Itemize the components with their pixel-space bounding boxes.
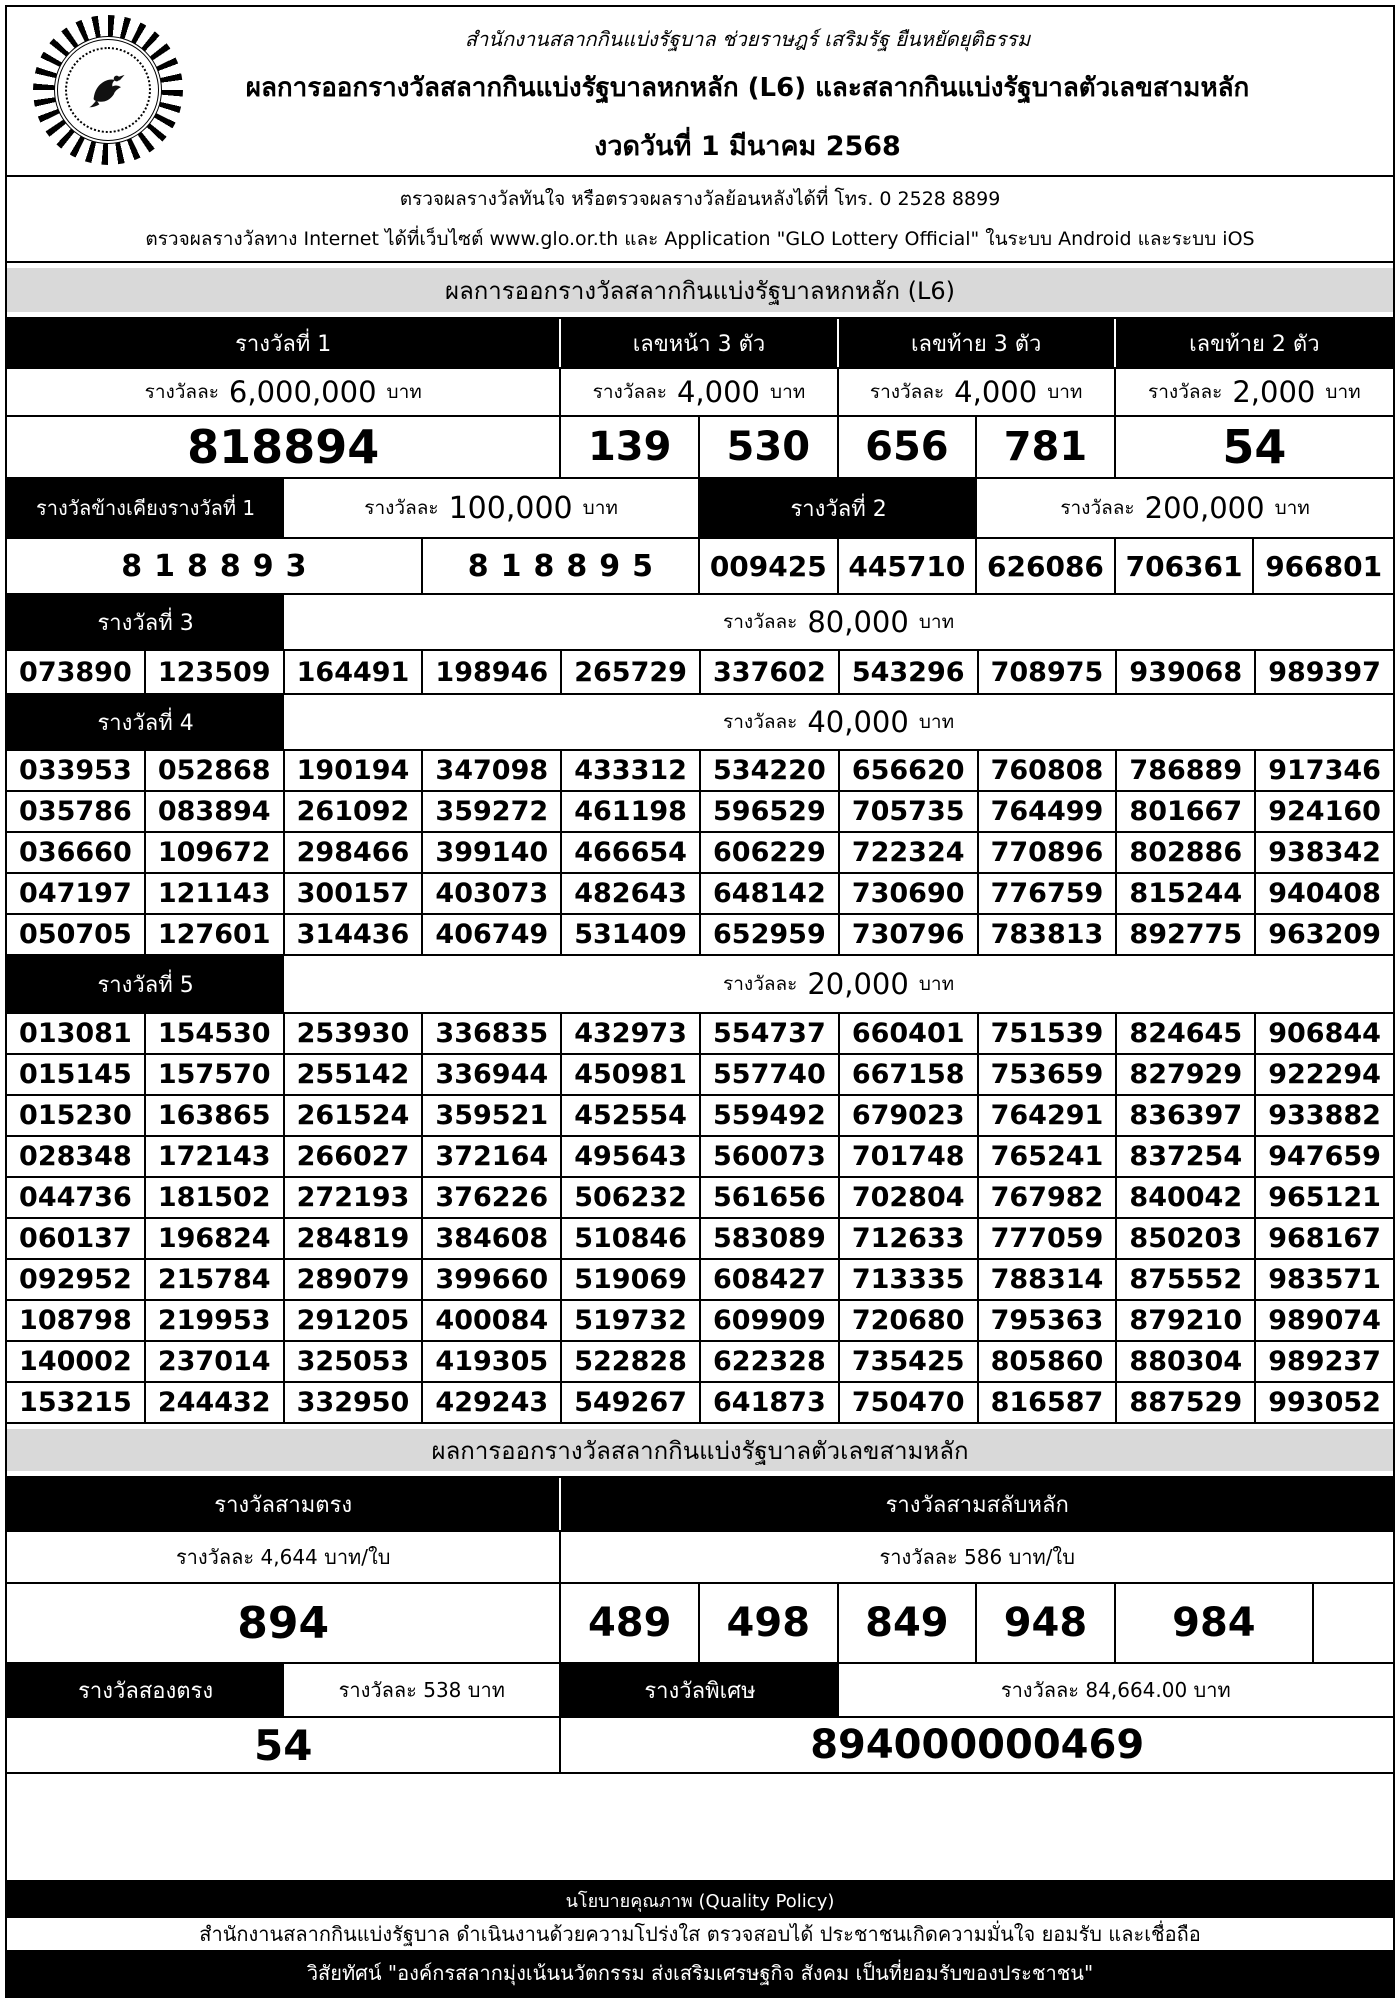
l6-section-banner: ผลการออกรางวัลสลากกินแบ่งรัฐบาลหกหลัก (L6) — [7, 263, 1393, 319]
front3-label: เลขหน้า 3 ตัว — [561, 319, 838, 367]
fifth-prize-amount: รางวัลละ 20,000 บาท — [723, 967, 955, 1001]
prize-number: 461198 — [562, 792, 701, 831]
prize-number: 153215 — [7, 1383, 146, 1422]
prize-number: 750470 — [840, 1383, 979, 1422]
prize-number: 706361 — [1116, 539, 1255, 593]
prize-number: 531409 — [562, 915, 701, 954]
prize-number: 802886 — [1117, 833, 1256, 872]
prize-number: 036660 — [7, 833, 146, 872]
prize-number: 549267 — [562, 1383, 701, 1422]
prize-number: 765241 — [979, 1137, 1118, 1176]
prize-number: 622328 — [701, 1342, 840, 1381]
prize-number: 963209 — [1268, 919, 1381, 950]
prize-number: 482643 — [562, 874, 701, 913]
straight3-amount: รางวัลละ 4,644 บาท/ใบ — [7, 1532, 561, 1582]
prize-number: 196824 — [146, 1219, 285, 1258]
prize-number: 989237 — [1268, 1346, 1381, 1377]
second-prize-amount: รางวัลละ 200,000 บาท — [1060, 491, 1310, 525]
prize-number: 751539 — [979, 1014, 1118, 1053]
front3-number-1: 139 — [561, 417, 700, 477]
prize-number: 060137 — [7, 1219, 146, 1258]
prize-number: 083894 — [146, 792, 285, 831]
prize-number: 917346 — [1268, 755, 1381, 786]
prize-number: 406749 — [423, 915, 562, 954]
prize-number: 289079 — [285, 1260, 424, 1299]
prize-number-row — [7, 1219, 1393, 1260]
prize-number: 109672 — [146, 833, 285, 872]
last2-label: เลขท้าย 2 ตัว — [1116, 319, 1393, 367]
prize-number: 626086 — [977, 539, 1116, 593]
prize1-number-row — [7, 417, 1393, 479]
prize-number: 522828 — [562, 1342, 701, 1381]
prize-number: 720680 — [840, 1301, 979, 1340]
prize-number: 033953 — [7, 751, 146, 790]
prize-number: 337602 — [701, 651, 840, 693]
prize-number: 013081 — [7, 1014, 146, 1053]
prize-number: 372164 — [423, 1137, 562, 1176]
prize5-header-row — [7, 956, 1393, 1014]
prize-number: 735425 — [840, 1342, 979, 1381]
prize-number: 702804 — [840, 1178, 979, 1217]
prize-number: 336944 — [423, 1055, 562, 1094]
prize-number: 701748 — [840, 1137, 979, 1176]
prize-number-row — [7, 1096, 1393, 1137]
prize-number: 713335 — [840, 1260, 979, 1299]
document-title: ผลการออกรางวัลสลากกินแบ่งรัฐบาลหกหลัก (L6) และสลากกินแบ่งรัฐบาลตัวเลขสามหลัก — [245, 73, 1250, 103]
prize-number: 215784 — [146, 1260, 285, 1299]
header-text-block — [222, 7, 1273, 175]
permuted3-number: 498 — [700, 1584, 839, 1662]
prize-number: 783813 — [979, 915, 1118, 954]
prize-number: 376226 — [423, 1178, 562, 1217]
prize1-header-row — [7, 319, 1393, 369]
prize-number: 875552 — [1117, 1260, 1256, 1299]
permuted3-number: 849 — [839, 1584, 978, 1662]
prize-number: 121143 — [146, 874, 285, 913]
prize-number: 561656 — [701, 1178, 840, 1217]
prize-number: 253930 — [285, 1014, 424, 1053]
prize-number: 730796 — [840, 915, 979, 954]
prize-number: 163865 — [146, 1096, 285, 1135]
front3-number-2: 530 — [700, 417, 839, 477]
prize-number: 922294 — [1268, 1059, 1381, 1090]
prize-number: 450981 — [562, 1055, 701, 1094]
prize-number: 938342 — [1268, 837, 1381, 868]
prize-number: 325053 — [285, 1342, 424, 1381]
prize-number: 400084 — [423, 1301, 562, 1340]
prize-number: 445710 — [839, 539, 978, 593]
adjacent-number-2: 818895 — [423, 539, 700, 593]
prize-number: 795363 — [979, 1301, 1118, 1340]
prize-number: 336835 — [423, 1014, 562, 1053]
prize-number: 140002 — [7, 1342, 146, 1381]
prize1-amount-row — [7, 369, 1393, 417]
prize-number: 827929 — [1117, 1055, 1256, 1094]
empty-cell — [1314, 1584, 1393, 1662]
prize-number: 596529 — [701, 792, 840, 831]
prize-number: 993052 — [1268, 1387, 1381, 1418]
prize-number: 730690 — [840, 874, 979, 913]
prize-number: 347098 — [423, 751, 562, 790]
permuted3-number: 948 — [977, 1584, 1116, 1662]
prize-number-row — [7, 1014, 1393, 1055]
straight2-number: 54 — [7, 1718, 561, 1772]
prize-number: 608427 — [701, 1260, 840, 1299]
prize-number: 816587 — [979, 1383, 1118, 1422]
prize-number: 801667 — [1117, 792, 1256, 831]
prize-number: 777059 — [979, 1219, 1118, 1258]
prize-number: 052868 — [146, 751, 285, 790]
prize-number: 940408 — [1268, 878, 1381, 909]
last3-amount: รางวัลละ 4,000 บาท — [839, 369, 1116, 415]
prize-number-row — [7, 792, 1393, 833]
prize-number: 237014 — [146, 1342, 285, 1381]
prize-number: 466654 — [562, 833, 701, 872]
prize-number-row — [7, 1342, 1393, 1383]
vision-statement-bar: วิสัยทัศน์ "องค์กรสลากมุ่งเน้นนวัตกรรม ส่งเสริมเศรษฐกิจ สังคม เป็นที่ยอมรับของประชาชน" — [7, 1950, 1393, 1996]
prize-number: 760808 — [979, 751, 1118, 790]
prize-number: 432973 — [562, 1014, 701, 1053]
prize-number: 108798 — [7, 1301, 146, 1340]
prize-number: 652959 — [701, 915, 840, 954]
seal-ring — [54, 36, 162, 144]
prize-number: 272193 — [285, 1178, 424, 1217]
prize-number: 028348 — [7, 1137, 146, 1176]
prize-number: 009425 — [700, 539, 839, 593]
info-phone-line: ตรวจผลรางวัลทันใจ หรือตรวจผลรางวัลย้อนหลังได้ที่ โทร. 0 2528 8899 — [399, 188, 1001, 210]
prize-number: 583089 — [701, 1219, 840, 1258]
prize-number: 679023 — [840, 1096, 979, 1135]
prize-number: 722324 — [840, 833, 979, 872]
prize-number: 399140 — [423, 833, 562, 872]
prize-number: 968167 — [1268, 1223, 1381, 1254]
prize-number: 836397 — [1117, 1096, 1256, 1135]
prize-number: 850203 — [1117, 1219, 1256, 1258]
prize-number: 557740 — [701, 1055, 840, 1094]
prize-number: 429243 — [423, 1383, 562, 1422]
prize-number: 764291 — [979, 1096, 1118, 1135]
prize-number: 255142 — [285, 1055, 424, 1094]
straight3-label: รางวัลสามตรง — [7, 1478, 561, 1530]
prize-number: 906844 — [1268, 1018, 1381, 1049]
prize-number: 983571 — [1268, 1264, 1381, 1295]
prize-number: 879210 — [1117, 1301, 1256, 1340]
prize-number: 609909 — [701, 1301, 840, 1340]
prize3-number-row — [7, 651, 1393, 695]
prize-number: 284819 — [285, 1219, 424, 1258]
prize-number: 989074 — [1268, 1305, 1381, 1336]
lottery-result-sheet — [5, 5, 1395, 1998]
prize-number: 776759 — [979, 874, 1118, 913]
prize-number: 035786 — [7, 792, 146, 831]
permuted3-label: รางวัลสามสลับหลัก — [561, 1478, 1393, 1530]
prize-number: 261092 — [285, 792, 424, 831]
prize-number: 880304 — [1117, 1342, 1256, 1381]
first-prize-label: รางวัลที่ 1 — [7, 319, 561, 367]
special-prize-label: รางวัลพิเศษ — [561, 1664, 838, 1716]
prize-number: 933882 — [1268, 1100, 1381, 1131]
prize-number-row — [7, 1260, 1393, 1301]
prize-number: 554737 — [701, 1014, 840, 1053]
prize-number: 198946 — [423, 651, 562, 693]
prize-number: 123509 — [146, 651, 285, 693]
prize-number: 506232 — [562, 1178, 701, 1217]
prize-number-row — [7, 833, 1393, 874]
prize-number: 403073 — [423, 874, 562, 913]
prize-number: 154530 — [146, 1014, 285, 1053]
fourth-prize-amount: รางวัลละ 40,000 บาท — [723, 705, 955, 739]
check-results-info — [7, 175, 1393, 263]
prize5-number-grid — [7, 1014, 1393, 1424]
three-digit-number-row — [7, 1584, 1393, 1664]
prize-number: 837254 — [1117, 1137, 1256, 1176]
adjacent-second-header-row — [7, 479, 1393, 539]
last2-number: 54 — [1222, 420, 1287, 474]
prize-number: 966801 — [1265, 549, 1383, 583]
prize-number: 840042 — [1117, 1178, 1256, 1217]
prize-number: 359272 — [423, 792, 562, 831]
prize-number: 648142 — [701, 874, 840, 913]
prize-number: 560073 — [701, 1137, 840, 1176]
prize-number: 510846 — [562, 1219, 701, 1258]
empty-notes-box — [7, 1774, 1393, 1882]
two-digit-special-number-row — [7, 1718, 1393, 1774]
prize-number: 519732 — [562, 1301, 701, 1340]
prize-number: 190194 — [285, 751, 424, 790]
prize4-header-row — [7, 695, 1393, 751]
second-prize-label: รางวัลที่ 2 — [700, 479, 977, 537]
special-prize-amount: รางวัลละ 84,664.00 บาท — [1000, 1678, 1231, 1702]
prize-number: 044736 — [7, 1178, 146, 1217]
garuda-bird-icon — [72, 54, 144, 126]
prize-number: 047197 — [7, 874, 146, 913]
prize-number: 939068 — [1117, 651, 1256, 693]
straight3-number: 894 — [7, 1584, 561, 1662]
prize-number-row — [7, 1383, 1393, 1424]
prize-number: 219953 — [146, 1301, 285, 1340]
three-digit-header-row — [7, 1478, 1393, 1532]
last3-number-1: 656 — [839, 417, 978, 477]
prize-number: 824645 — [1117, 1014, 1256, 1053]
special-prize-number: 894000000469 — [810, 1722, 1145, 1768]
adjacent-prize-label: รางวัลข้างเคียงรางวัลที่ 1 — [7, 479, 284, 537]
prize-number: 815244 — [1117, 874, 1256, 913]
prize-number: 300157 — [285, 874, 424, 913]
prize-number: 660401 — [840, 1014, 979, 1053]
prize-number: 559492 — [701, 1096, 840, 1135]
prize3-header-row — [7, 595, 1393, 651]
prize-number: 767982 — [979, 1178, 1118, 1217]
prize-number: 764499 — [979, 792, 1118, 831]
prize-number: 667158 — [840, 1055, 979, 1094]
prize-number: 265729 — [562, 651, 701, 693]
quality-policy-text: สำนักงานสลากกินแบ่งรัฐบาล ดำเนินงานด้วยความโปร่งใส ตรวจสอบได้ ประชาชนเกิดความมั่นใจ ยอมรับ และเชื่อถือ — [199, 1922, 1201, 1946]
prize-number: 172143 — [146, 1137, 285, 1176]
adjacent-prize-amount: รางวัลละ 100,000 บาท — [284, 479, 700, 537]
prize-number: 164491 — [285, 651, 424, 693]
prize-number: 887529 — [1117, 1383, 1256, 1422]
prize-number: 291205 — [285, 1301, 424, 1340]
prize-number: 244432 — [146, 1383, 285, 1422]
permuted3-number: 984 — [1116, 1584, 1314, 1662]
prize-number: 015145 — [7, 1055, 146, 1094]
prize-number: 708975 — [979, 651, 1118, 693]
prize-number: 641873 — [701, 1383, 840, 1422]
prize-number-row — [7, 1178, 1393, 1219]
prize-number: 805860 — [979, 1342, 1118, 1381]
first-prize-amount: รางวัลละ 6,000,000 บาท — [7, 369, 561, 415]
prize-number: 705735 — [840, 792, 979, 831]
prize-number: 359521 — [423, 1096, 562, 1135]
prize-number: 261524 — [285, 1096, 424, 1135]
prize-number-row — [7, 1055, 1393, 1096]
prize-number: 157570 — [146, 1055, 285, 1094]
prize-number-row — [7, 915, 1393, 956]
adjacent-number-1: 818893 — [7, 539, 423, 593]
last2-amount: รางวัลละ 2,000 บาท — [1148, 375, 1361, 409]
prize-number: 656620 — [840, 751, 979, 790]
straight2-label: รางวัลสองตรง — [7, 1664, 284, 1716]
prize-number: 332950 — [285, 1383, 424, 1422]
prize-number-row — [7, 751, 1393, 792]
prize-number: 989397 — [1268, 656, 1381, 688]
prize-number: 534220 — [701, 751, 840, 790]
prize-number: 495643 — [562, 1137, 701, 1176]
last3-label: เลขท้าย 3 ตัว — [839, 319, 1116, 367]
prize-number: 606229 — [701, 833, 840, 872]
document-header — [7, 7, 1393, 175]
prize-number: 519069 — [562, 1260, 701, 1299]
info-internet-line: ตรวจผลรางวัลทาง Internet ได้ที่เว็บไซต์ www.glo.or.th และ Application "GLO Lottery Official" ในระบบ Android และระบบ iOS — [145, 228, 1255, 250]
last3-number-2: 781 — [977, 417, 1116, 477]
adjacent-second-number-row — [7, 539, 1393, 595]
prize-number: 788314 — [979, 1260, 1118, 1299]
prize-number: 073890 — [7, 651, 146, 693]
prize-number-row — [7, 1301, 1393, 1342]
permuted3-number: 489 — [561, 1584, 700, 1662]
draw-date: งวดวันที่ 1 มีนาคม 2568 — [594, 131, 901, 162]
prize4-number-grid — [7, 751, 1393, 956]
prize-number-row — [7, 874, 1393, 915]
fourth-prize-label: รางวัลที่ 4 — [7, 695, 284, 749]
prize-number: 452554 — [562, 1096, 701, 1135]
prize-number: 924160 — [1268, 796, 1381, 827]
prize-number: 015230 — [7, 1096, 146, 1135]
prize-number: 712633 — [840, 1219, 979, 1258]
prize-number: 050705 — [7, 915, 146, 954]
prize-number: 399660 — [423, 1260, 562, 1299]
fifth-prize-label: รางวัลที่ 5 — [7, 956, 284, 1012]
first-prize-number: 818894 — [7, 417, 561, 477]
permuted3-amount: รางวัลละ 586 บาท/ใบ — [879, 1545, 1075, 1569]
prize-number: 543296 — [840, 651, 979, 693]
front3-amount: รางวัลละ 4,000 บาท — [561, 369, 838, 415]
third-prize-amount: รางวัลละ 80,000 บาท — [723, 605, 955, 639]
prize-number: 092952 — [7, 1260, 146, 1299]
prize-number: 753659 — [979, 1055, 1118, 1094]
prize-number: 965121 — [1268, 1182, 1381, 1213]
prize-number: 181502 — [146, 1178, 285, 1217]
prize-number: 892775 — [1117, 915, 1256, 954]
two-digit-special-header-row — [7, 1664, 1393, 1718]
prize-number: 947659 — [1268, 1141, 1381, 1172]
third-prize-label: รางวัลที่ 3 — [7, 595, 284, 649]
prize-number: 314436 — [285, 915, 424, 954]
prize-number-row — [7, 1137, 1393, 1178]
prize-number: 433312 — [562, 751, 701, 790]
prize-number: 770896 — [979, 833, 1118, 872]
prize-number: 384608 — [423, 1219, 562, 1258]
three-digit-section-banner: ผลการออกรางวัลสลากกินแบ่งรัฐบาลตัวเลขสามหลัก — [7, 1424, 1393, 1478]
quality-policy-title-bar: นโยบายคุณภาพ (Quality Policy) — [7, 1882, 1393, 1918]
prize-number: 298466 — [285, 833, 424, 872]
prize-number: 786889 — [1117, 751, 1256, 790]
glo-seal-logo — [33, 15, 183, 165]
straight2-amount: รางวัลละ 538 บาท — [284, 1664, 561, 1716]
prize-number: 419305 — [423, 1342, 562, 1381]
prize-number: 127601 — [146, 915, 285, 954]
prize-number: 266027 — [285, 1137, 424, 1176]
three-digit-amount-row — [7, 1532, 1393, 1584]
agency-motto: สำนักงานสลากกินแบ่งรัฐบาล ช่วยราษฎร์ เสริมรัฐ ยืนหยัดยุติธรรม — [464, 27, 1031, 51]
